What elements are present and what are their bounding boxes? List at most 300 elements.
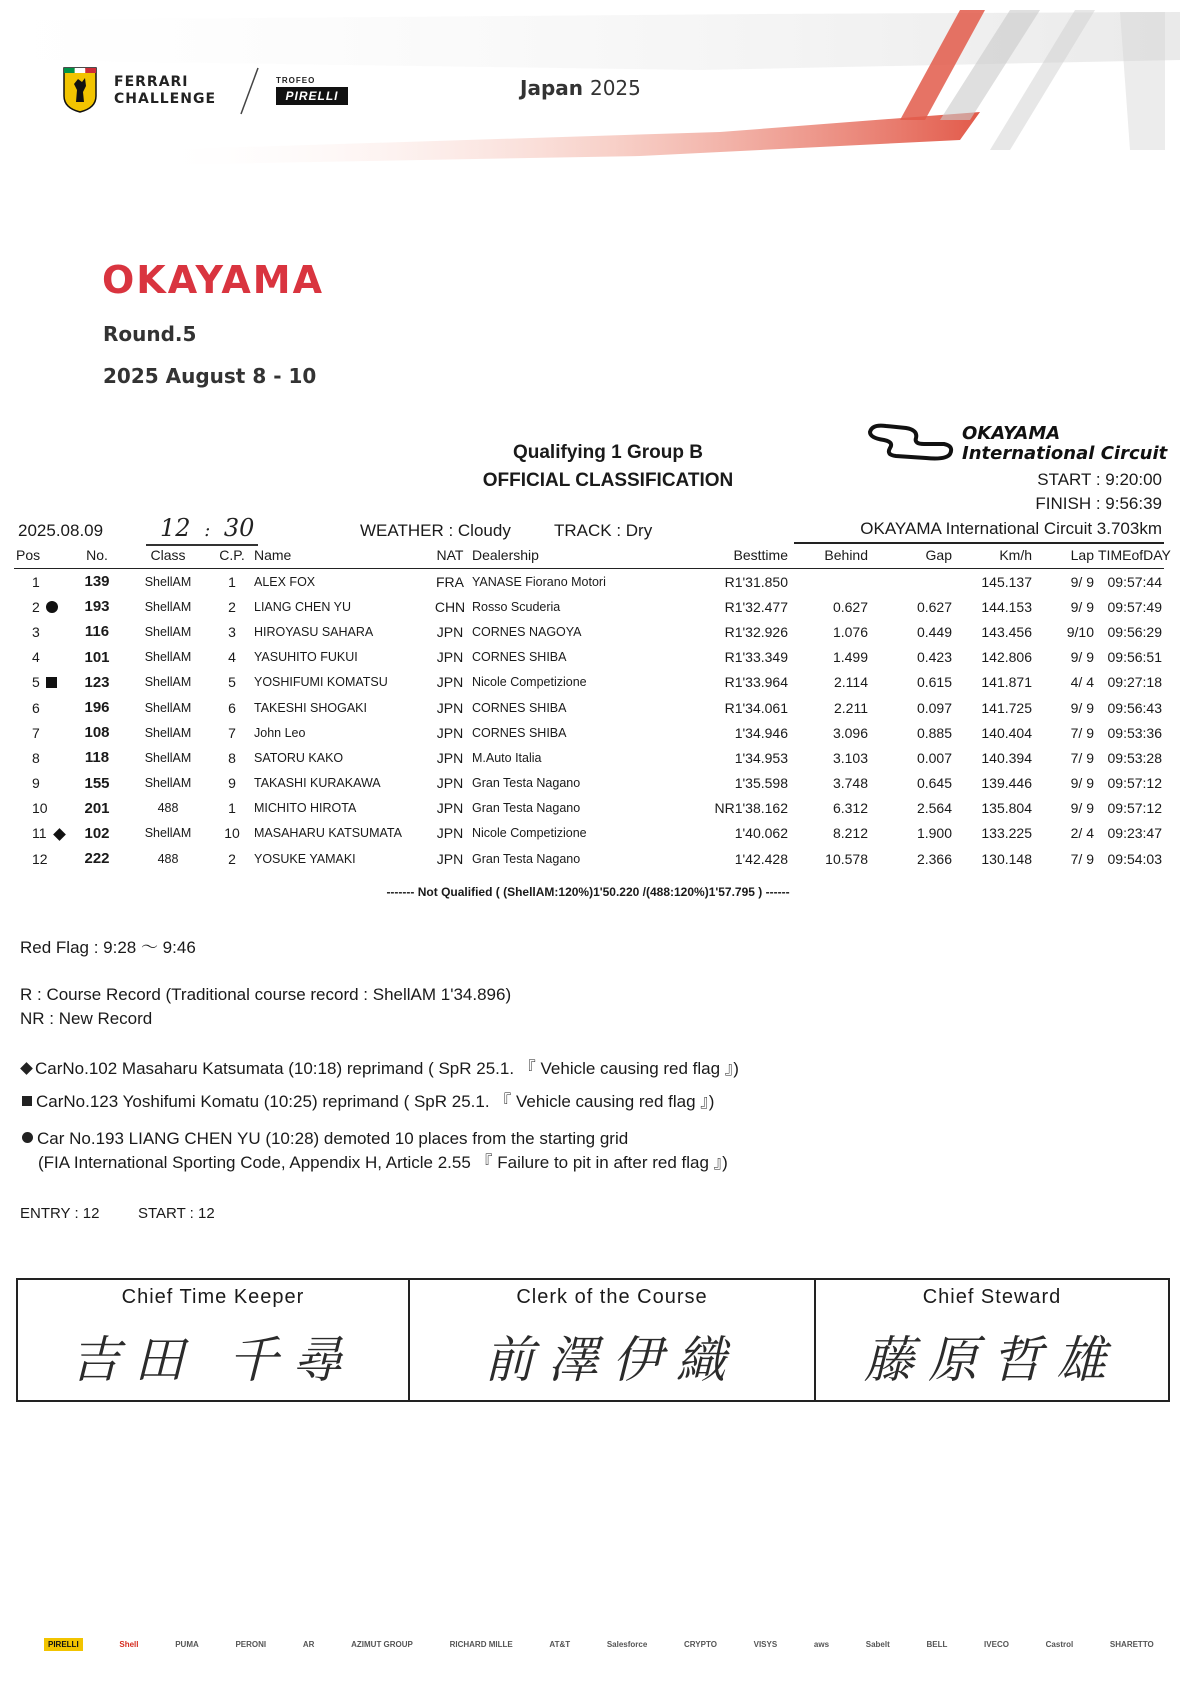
cell-name-value: LIANG CHEN YU <box>254 599 352 614</box>
cell-no-value: 155 <box>84 774 110 792</box>
cell-tod-value: 09:57:12 <box>1107 800 1162 817</box>
session-title: Qualifying 1 Group B <box>512 442 703 463</box>
cell-class-value: ShellAM <box>144 650 192 665</box>
cell-lap <box>1034 695 1096 720</box>
clerk-of-course-label: Clerk of the Course <box>516 1286 708 1308</box>
cell-besttime-value: 1'34.953 <box>734 749 788 766</box>
cell-gap-value: 0.449 <box>916 623 952 640</box>
cell-nat-value: JPN <box>436 749 464 766</box>
cell-dealership <box>470 846 674 871</box>
cell-kmh <box>954 594 1034 619</box>
cell-lap <box>1034 846 1096 871</box>
cell-dealership-value: YANASE Fiorano Motori <box>472 574 606 589</box>
cell-besttime-value: R1'32.477 <box>724 598 788 615</box>
cell-name <box>252 594 430 619</box>
cell-behind <box>790 619 870 644</box>
cell-behind <box>790 645 870 670</box>
cell-dealership-value: Gran Testa Nagano <box>472 851 581 866</box>
table-row <box>14 569 1164 595</box>
table-row <box>14 645 1164 670</box>
cell-no-value: 196 <box>84 699 110 717</box>
cell-lap-value: 9/10 <box>1066 623 1094 640</box>
cell-lap <box>1034 771 1096 796</box>
sponsor-logo: AT&T <box>549 1639 571 1649</box>
cell-lap <box>1034 670 1096 695</box>
cell-gap <box>870 720 954 745</box>
cell-name <box>252 771 430 796</box>
cell-no-value: 123 <box>84 673 110 691</box>
cell-pos-value: 9 <box>32 775 40 792</box>
cell-tod <box>1096 594 1164 619</box>
cell-nat-value: JPN <box>436 623 464 640</box>
table-row <box>14 670 1164 695</box>
table-row <box>14 720 1164 745</box>
cell-kmh-value: 140.404 <box>981 724 1032 741</box>
sponsor-logo: AR <box>302 1639 315 1649</box>
cell-dealership <box>470 720 674 745</box>
cell-besttime <box>674 569 790 595</box>
sign-cell-time-keeper <box>18 1280 408 1400</box>
sponsor-logo: AZIMUT GROUP <box>351 1639 413 1649</box>
cell-name <box>252 695 430 720</box>
cell-gap-value: 0.627 <box>916 598 952 615</box>
cell-cp <box>212 670 252 695</box>
cell-gap <box>870 796 954 821</box>
cell-tod-value: 09:56:51 <box>1107 649 1162 666</box>
cell-cp-value: 2 <box>228 598 236 615</box>
chief-time-keeper-signature: 吉田 千尋 <box>70 1331 356 1389</box>
cell-behind-value: 3.103 <box>832 749 868 766</box>
cell-gap <box>870 771 954 796</box>
cell-nat <box>430 846 470 871</box>
cell-kmh-value: 143.456 <box>981 623 1032 640</box>
cell-no <box>70 670 124 695</box>
cell-name <box>252 645 430 670</box>
cell-name-value: MICHITO HIROTA <box>254 801 357 816</box>
cell-class-value: 488 <box>157 801 179 816</box>
cell-kmh-value: 133.225 <box>981 825 1032 842</box>
cell-pos <box>14 821 70 846</box>
cell-name <box>252 619 430 644</box>
cell-cp <box>212 720 252 745</box>
cell-kmh-value: 141.871 <box>981 674 1032 691</box>
cell-class-value: ShellAM <box>144 700 192 715</box>
cell-name-value: MASAHARU KATSUMATA <box>254 826 402 841</box>
start-count: START : 12 <box>138 1205 215 1222</box>
cell-pos <box>14 846 70 871</box>
cell-dealership <box>470 796 674 821</box>
cell-dealership-value: Rosso Scuderia <box>472 599 561 614</box>
cell-no <box>70 695 124 720</box>
cell-besttime <box>674 695 790 720</box>
cell-nat <box>430 771 470 796</box>
table-row <box>14 594 1164 619</box>
cell-tod <box>1096 771 1164 796</box>
cell-gap-value: 0.885 <box>916 724 952 741</box>
cell-besttime <box>674 720 790 745</box>
cell-kmh <box>954 771 1034 796</box>
cell-nat-value: FRA <box>436 573 464 590</box>
cell-gap <box>870 846 954 871</box>
col-pos: Pos <box>14 542 70 569</box>
cell-no <box>70 745 124 770</box>
cell-kmh <box>954 695 1034 720</box>
sponsor-logo: PUMA <box>175 1639 199 1649</box>
cell-nat <box>430 569 470 595</box>
cell-lap-value: 7/ 9 <box>1070 749 1094 766</box>
sponsor-logo: Shell <box>119 1639 139 1649</box>
col-gap: Gap <box>870 542 954 569</box>
cell-class <box>124 619 212 644</box>
cell-nat-value: JPN <box>436 649 464 666</box>
cell-name <box>252 796 430 821</box>
cell-pos-value: 4 <box>32 649 40 666</box>
handwritten-minute: 30 <box>223 514 255 542</box>
col-dealership: Dealership <box>470 542 674 569</box>
table-row <box>14 619 1164 644</box>
col-no: No. <box>70 542 124 569</box>
cell-tod-value: 09:56:29 <box>1107 623 1162 640</box>
event-country: Japan <box>520 76 583 100</box>
cell-besttime-value: R1'33.349 <box>724 649 788 666</box>
handwritten-time <box>160 514 254 542</box>
cell-name <box>252 846 430 871</box>
cell-behind <box>790 821 870 846</box>
col-cp: C.P. <box>212 542 252 569</box>
cell-behind-value: 1.076 <box>832 623 868 640</box>
col-behind: Behind <box>790 542 870 569</box>
cell-pos <box>14 569 70 595</box>
cell-gap <box>870 695 954 720</box>
cell-pos-value: 10 <box>32 800 48 817</box>
cell-behind <box>790 846 870 871</box>
cell-dealership <box>470 670 674 695</box>
cell-cp <box>212 846 252 871</box>
cell-cp <box>212 695 252 720</box>
sponsor-logo: PIRELLI <box>44 1638 83 1651</box>
cell-cp <box>212 645 252 670</box>
cell-gap-value: 2.366 <box>916 850 952 867</box>
handwritten-hour: 12 <box>160 514 191 542</box>
cell-besttime <box>674 619 790 644</box>
cell-no-value: 116 <box>84 623 110 641</box>
col-nat: NAT <box>430 542 470 569</box>
cell-gap <box>870 821 954 846</box>
course-record-note: R : Course Record (Traditional course record : ShellAM 1'34.896) <box>20 985 512 1004</box>
cell-lap-value: 4/ 4 <box>1070 674 1094 691</box>
clerk-of-course-signature: 前澤伊織 <box>484 1331 740 1389</box>
cell-lap-value: 9/ 9 <box>1070 775 1094 792</box>
cell-besttime <box>674 796 790 821</box>
penalty-123 <box>22 1090 714 1114</box>
cell-class-value: ShellAM <box>144 750 192 765</box>
cell-nat-value: JPN <box>436 674 464 691</box>
cell-lap <box>1034 569 1096 595</box>
cell-lap-value: 7/ 9 <box>1070 850 1094 867</box>
circle-icon <box>22 1132 33 1143</box>
cell-no <box>70 846 124 871</box>
col-lap: Lap <box>1034 542 1096 569</box>
cell-nat-value: JPN <box>436 850 464 867</box>
cell-kmh <box>954 846 1034 871</box>
cell-class <box>124 569 212 595</box>
cell-besttime <box>674 745 790 770</box>
cell-kmh-value: 139.446 <box>981 775 1032 792</box>
cell-name-value: YASUHITO FUKUI <box>254 650 358 665</box>
penalty-102 <box>22 1057 739 1081</box>
session-date: 2025.08.09 <box>18 521 104 540</box>
not-qualified-line: ------- Not Qualified ( (ShellAM:120%)1'50.220 /(488:120%)1'57.795 ) ------ <box>386 885 790 899</box>
cell-name-value: YOSHIFUMI KOMATSU <box>254 675 388 690</box>
track-condition: TRACK : Dry <box>554 521 653 540</box>
session-start: START : 9:20:00 <box>1037 470 1162 489</box>
cell-tod <box>1096 645 1164 670</box>
cell-behind <box>790 695 870 720</box>
cell-behind <box>790 670 870 695</box>
cell-kmh-value: 130.148 <box>981 850 1032 867</box>
cell-nat-value: JPN <box>436 699 464 716</box>
cell-tod <box>1096 745 1164 770</box>
cell-behind <box>790 796 870 821</box>
cell-kmh <box>954 745 1034 770</box>
cell-behind-value: 2.114 <box>834 674 868 691</box>
cell-gap <box>870 745 954 770</box>
cell-lap-value: 9/ 9 <box>1070 800 1094 817</box>
cell-cp-value: 3 <box>228 623 236 640</box>
sign-cell-steward <box>814 1280 1168 1400</box>
cell-lap <box>1034 594 1096 619</box>
cell-no <box>70 771 124 796</box>
cell-nat <box>430 745 470 770</box>
cell-dealership <box>470 594 674 619</box>
table-row <box>14 745 1164 770</box>
cell-no-value: 118 <box>84 749 110 767</box>
cell-no-value: 101 <box>84 648 110 666</box>
cell-nat-value: JPN <box>436 825 464 842</box>
cell-nat <box>430 670 470 695</box>
table-row <box>14 796 1164 821</box>
cell-name-value: TAKESHI SHOGAKI <box>254 700 367 715</box>
square-icon <box>22 1096 32 1106</box>
cell-tod <box>1096 821 1164 846</box>
cell-dealership-value: Nicole Competizione <box>472 826 587 841</box>
cell-nat <box>430 821 470 846</box>
cell-no-value: 139 <box>84 573 110 591</box>
brand-line2: CHALLENGE <box>114 91 217 107</box>
penalty-193-reason: (FIA International Sporting Code, Appendix H, Article 2.55 『 Failure to pit in after red flag 』) <box>38 1153 728 1172</box>
results-body <box>14 569 1164 872</box>
cell-cp <box>212 821 252 846</box>
cell-behind <box>790 569 870 595</box>
cell-dealership-value: Gran Testa Nagano <box>472 776 581 791</box>
col-kmh: Km/h <box>954 542 1034 569</box>
cell-pos <box>14 645 70 670</box>
cell-besttime <box>674 771 790 796</box>
cell-lap-value: 9/ 9 <box>1070 598 1094 615</box>
cell-class <box>124 821 212 846</box>
cell-besttime-value: R1'33.964 <box>724 674 788 691</box>
handwritten-sep: : <box>204 520 211 541</box>
cell-behind-value: 1.499 <box>832 649 868 666</box>
cell-behind-value: 6.312 <box>832 800 868 817</box>
cell-tod <box>1096 796 1164 821</box>
cell-lap <box>1034 619 1096 644</box>
cell-behind <box>790 745 870 770</box>
chief-time-keeper-label: Chief Time Keeper <box>121 1286 305 1308</box>
cell-gap-value: 0.423 <box>916 649 952 666</box>
cell-gap <box>870 594 954 619</box>
cell-class <box>124 771 212 796</box>
table-row <box>14 695 1164 720</box>
cell-behind-value: 2.211 <box>834 699 868 716</box>
cell-nat-value: CHN <box>434 598 466 615</box>
cell-cp-value: 1 <box>228 573 236 590</box>
cell-pos <box>14 745 70 770</box>
cell-dealership <box>470 771 674 796</box>
cell-dealership-value: Gran Testa Nagano <box>472 801 581 816</box>
cell-class-value: ShellAM <box>144 624 192 639</box>
sponsor-logo: Salesforce <box>606 1639 648 1649</box>
cell-pos-value: 11 <box>32 825 47 842</box>
sponsor-logo: IVECO <box>984 1639 1009 1649</box>
cell-nat <box>430 720 470 745</box>
cell-lap <box>1034 821 1096 846</box>
cell-no-value: 222 <box>84 850 110 868</box>
cell-behind-value: 3.748 <box>832 775 868 792</box>
cell-behind-value: 10.578 <box>825 850 868 867</box>
cell-besttime-value: NR1'38.162 <box>714 800 788 817</box>
cell-pos-value: 5 <box>32 674 40 691</box>
cell-kmh <box>954 670 1034 695</box>
cell-no <box>70 821 124 846</box>
cell-tod <box>1096 720 1164 745</box>
penalty-193-text: Car No.193 LIANG CHEN YU (10:28) demoted 10 places from the starting grid <box>37 1129 629 1148</box>
round-label: Round.5 <box>103 322 197 346</box>
red-flag-note: Red Flag : 9:28 ～ 9:46 <box>20 938 196 957</box>
sign-cell-clerk <box>408 1280 814 1400</box>
cell-name-value: SATORU KAKO <box>254 750 344 765</box>
cell-no <box>70 720 124 745</box>
sponsor-logo: RICHARD MILLE <box>449 1639 513 1649</box>
circuit-logo-text <box>962 424 1167 464</box>
cell-dealership <box>470 569 674 595</box>
ferrari-shield-icon <box>62 66 98 114</box>
cell-cp <box>212 796 252 821</box>
cell-tod <box>1096 670 1164 695</box>
col-name: Name <box>252 542 430 569</box>
cell-lap-value: 9/ 9 <box>1070 699 1094 716</box>
cell-class <box>124 796 212 821</box>
cell-behind <box>790 771 870 796</box>
cell-no-value: 108 <box>84 724 110 742</box>
cell-dealership-value: CORNES NAGOYA <box>472 624 582 639</box>
sponsor-logo: SHARETTO <box>1109 1639 1154 1649</box>
cell-tod <box>1096 569 1164 595</box>
chief-steward-signature: 藤原哲雄 <box>864 1331 1120 1389</box>
cell-pos-value: 7 <box>32 724 40 741</box>
cell-pos-value: 3 <box>32 623 40 640</box>
cell-name <box>252 745 430 770</box>
cell-lap-value: 9/ 9 <box>1070 573 1094 590</box>
cell-class <box>124 745 212 770</box>
sponsor-logo: CRYPTO <box>684 1639 717 1649</box>
table-header-row <box>14 542 1164 569</box>
session-subtitle: OFFICIAL CLASSIFICATION <box>482 470 734 491</box>
signature-box <box>16 1278 1170 1402</box>
venue-name: OKAYAMA <box>102 258 325 302</box>
cell-gap <box>870 619 954 644</box>
cell-pos <box>14 720 70 745</box>
cell-tod-value: 09:23:47 <box>1107 825 1162 842</box>
cell-tod-value: 09:57:12 <box>1107 775 1162 792</box>
cell-class <box>124 695 212 720</box>
cell-no <box>70 569 124 595</box>
penalty-123-text: CarNo.123 Yoshifumi Komatu (10:25) reprimand ( SpR 25.1. 『 Vehicle causing red flag 』) <box>36 1092 715 1111</box>
cell-name <box>252 821 430 846</box>
cell-nat <box>430 796 470 821</box>
cell-dealership-value: CORNES SHIBA <box>472 650 567 665</box>
cell-behind-value: 3.096 <box>832 724 868 741</box>
cell-no-value: 201 <box>84 799 110 817</box>
cell-behind <box>790 594 870 619</box>
entry-count: ENTRY : 12 <box>20 1205 100 1222</box>
col-besttime: Besttime <box>674 542 790 569</box>
cell-gap-value: 0.645 <box>916 775 952 792</box>
table-row <box>14 771 1164 796</box>
penalty-102-text: CarNo.102 Masaharu Katsumata (10:18) reprimand ( SpR 25.1. 『 Vehicle causing red flag 』) <box>35 1059 739 1078</box>
cell-lap-value: 7/ 9 <box>1070 724 1094 741</box>
cell-besttime <box>674 645 790 670</box>
cell-no-value: 193 <box>84 598 110 616</box>
cell-class-value: ShellAM <box>144 599 192 614</box>
trofeo-label: TROFEO <box>276 76 316 85</box>
cell-pos-value: 8 <box>32 749 40 766</box>
cell-name-value: John Leo <box>254 725 306 740</box>
cell-kmh <box>954 720 1034 745</box>
cell-tod-value: 09:57:49 <box>1107 598 1162 615</box>
cell-dealership-value: CORNES SHIBA <box>472 725 567 740</box>
cell-no <box>70 645 124 670</box>
cell-name-value: TAKASHI KURAKAWA <box>254 776 381 791</box>
cell-behind <box>790 720 870 745</box>
sponsor-strip <box>44 1632 1154 1656</box>
cell-tod-value: 09:53:36 <box>1107 724 1162 741</box>
cell-name <box>252 670 430 695</box>
weather: WEATHER : Cloudy <box>360 521 511 540</box>
circuit-logo-line2: International Circuit <box>962 443 1168 464</box>
cell-no <box>70 796 124 821</box>
cell-name-value: ALEX FOX <box>254 574 316 589</box>
cell-kmh <box>954 569 1034 595</box>
cell-no <box>70 594 124 619</box>
event-dates: 2025 August 8 - 10 <box>103 364 317 388</box>
cell-tod-value: 09:56:43 <box>1107 699 1162 716</box>
cell-pos <box>14 619 70 644</box>
cell-besttime-value: R1'31.850 <box>724 573 788 590</box>
cell-besttime <box>674 846 790 871</box>
cell-kmh-value: 140.394 <box>981 749 1032 766</box>
sponsor-logo: VISYS <box>753 1639 778 1649</box>
cell-cp <box>212 569 252 595</box>
results-table <box>14 542 1171 871</box>
cell-class-value: ShellAM <box>144 675 192 690</box>
cell-kmh-value: 141.725 <box>981 699 1032 716</box>
cell-kmh-value: 142.806 <box>981 649 1032 666</box>
cell-gap-value: 0.097 <box>916 699 952 716</box>
cell-besttime <box>674 821 790 846</box>
cell-nat <box>430 619 470 644</box>
cell-class-value: 488 <box>157 851 179 866</box>
